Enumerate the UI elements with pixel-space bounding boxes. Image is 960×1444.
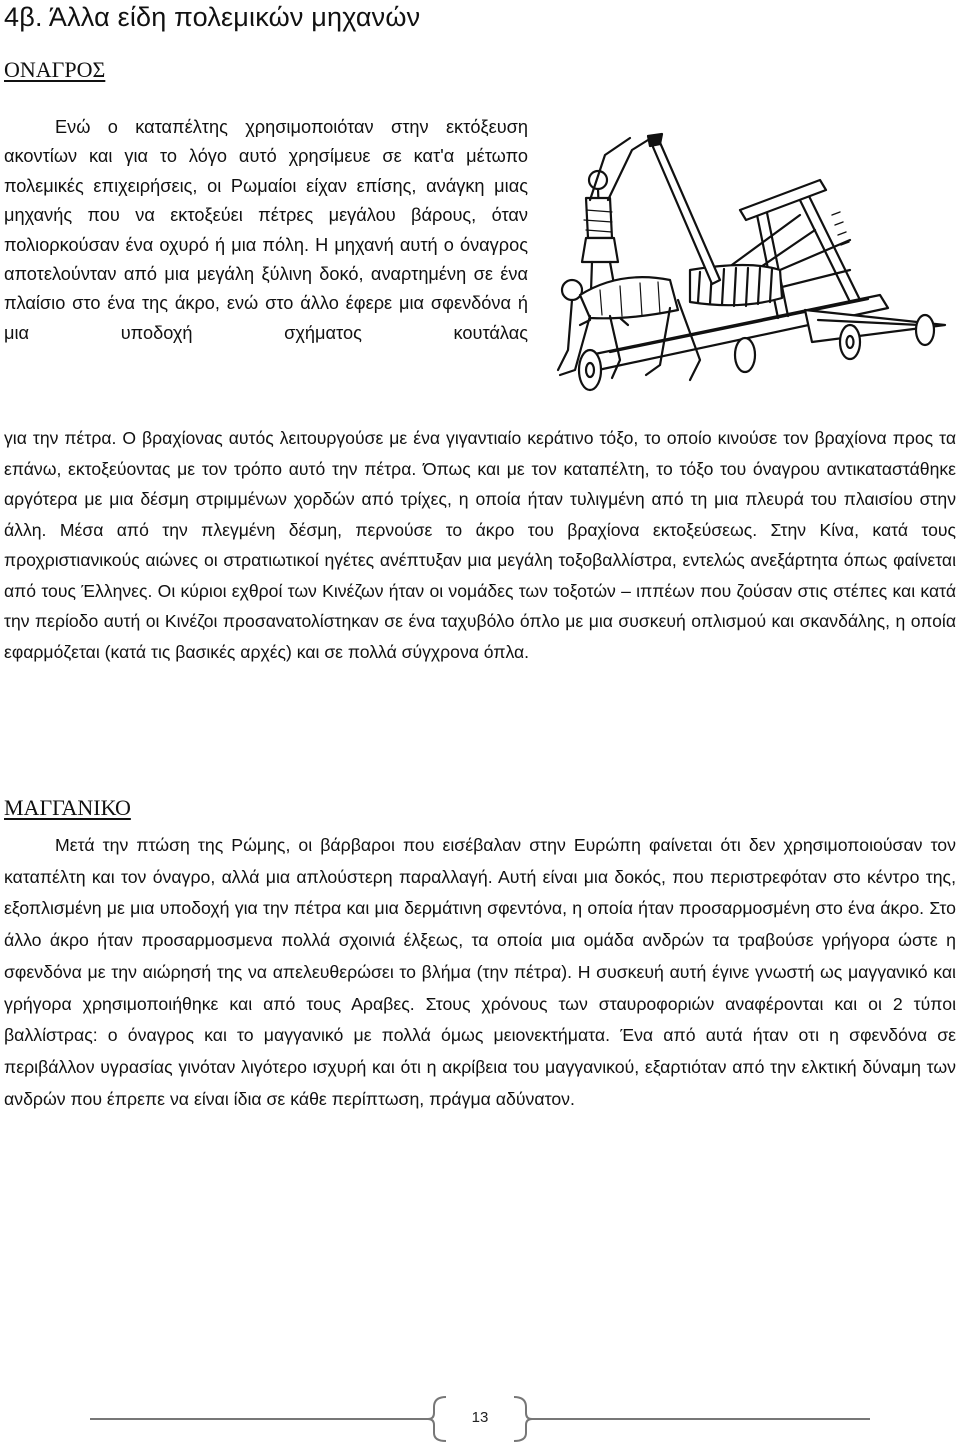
onagros-intro-paragraph: Ενώ ο καταπέλτης χρησιμοποιόταν στην εκτόξευση ακοντίων και για το λόγο αυτό χρησίμευε σε κατ'α μέτωπο πολεμικές επιχειρήσεις, οι Ρωμαίοι είχαν επίσης, ανάγκη μιας μηχανής που να εκτοξεύει πέτρες μεγάλου βάρους, όταν πολιορκούσαν ένα οχυρό ή μια πόλη. Η μηχανή αυτή ο όναγρος αποτελούνταν από μια μεγάλη ξύλινη δοκό, αναρτημένη σε ένα πλαίσιο στο ένα της άκρο, ενώ στο άλλο έφερε μια σφενδόνα ή μια υποδοχή σχήματος κουτάλας [4, 117, 528, 343]
onagros-heading: ΟΝΑΓΡΟΣ [4, 57, 106, 82]
section-title: 4β. Άλλα είδη πολεμικών μηχανών [4, 2, 421, 32]
manganiko-heading: ΜΑΓΓΑΝΙΚΟ [4, 795, 131, 820]
page-number: 13 [471, 1409, 489, 1426]
onagros-continuation-paragraph: για την πέτρα. Ο βραχίονας αυτός λειτουργούσε με ένα γιγαντιαίο κεράτινο τόξο, το οποίο κινούσε τον βραχίονα προς τα επάνω, εκτοξεύοντας με τον τρόπο αυτό την πέτρα. Όπως και με τον καταπέλτη, το τόξο του όναγρου αντικαταστάθηκε αργότερα με μια δέσμη στριμμένων χορδών από τρίχες, η οποία ήταν τυλιγμένη από τη μια πλευρά του πλαισίου στην άλλη. Μέσα από την πλεγμένη δέσμη, περνούσε το άκρο του βραχίονα εκτοξεύσεως. Στην Κίνα, κατά τους προχριστιανικούς αιώνες οι στρατιωτικοί ηγέτες ανέπτυξαν μια μεγάλη τοξοβαλλίστρα, εντελώς ανεξάρτητα όπως φαίνεται από τους Έλληνες. Οι κύριοι εχθροί των Κινέζων ήταν οι νομάδες των τοξοτών – ιππέων που ζούσαν στις στέπες και κατά την περίοδο αυτή οι Κινέζοι προσανατολίστηκαν σε ένα ταχυβόλο όπλο με μια συσκευή οπλισμού και σκανδάλης, η οποία εφαρμόζεται (κατά τις βασικές αρχές) και σε πολλά σύγχρονα όπλα. [4, 428, 956, 662]
manganiko-paragraph: Μετά την πτώση της Ρώμης, οι βάρβαροι που εισέβαλαν στην Ευρώπη φαίνεται ότι δεν χρησιμοποιούσαν τον καταπέλτη και τον όναγρο, αλλά μια απλούστερη παραλλαγή. Αυτή είναι μια δοκός, που περιστρεφόταν στο κέντρο της, εξοπλισμένη με μια υποδοχή για την πέτρα και μια δερμάτινη σφεντόνα, η οποία ήταν προσαρμοσμένη στο ένα άκρο. Στο άλλο άκρο ήταν προσαρμοσμενα πολλά σχοινιά έλξεως, τα οποία μια ομάδα ανδρών τα τραβούσε γρήγορα ώστε η σφενδόνα με την αιώρησή της να απελευθερώσει το βλήμα (την πέτρα). Η συσκευή αυτή έγινε γνωστή ως μαγγανικό και γρήγορα χρησιμοποιήθηκε και από τους Αραβες. Στους χρόνους των σταυροφοριών αναφέρονται και οι 2 τύποι βαλλίστρας: ο όναγρος και το μαγγανικό με πολλά όμως μειονεκτήματα. Ένα από αυτά ήταν οτι η σφενδόνα σε περιβάλλον υγρασίας γινόταν λιγότερο ισχυρή και ότι η ακρίβεια του μαγγανικού, εξαρτιόταν από την ελκτική δύναμη των ανδρών που έπρεπε να είναι ίδια σε κάθε περίπτωση, πράγμα αδύνατον. [4, 835, 956, 1109]
onager-illustration [550, 120, 960, 410]
